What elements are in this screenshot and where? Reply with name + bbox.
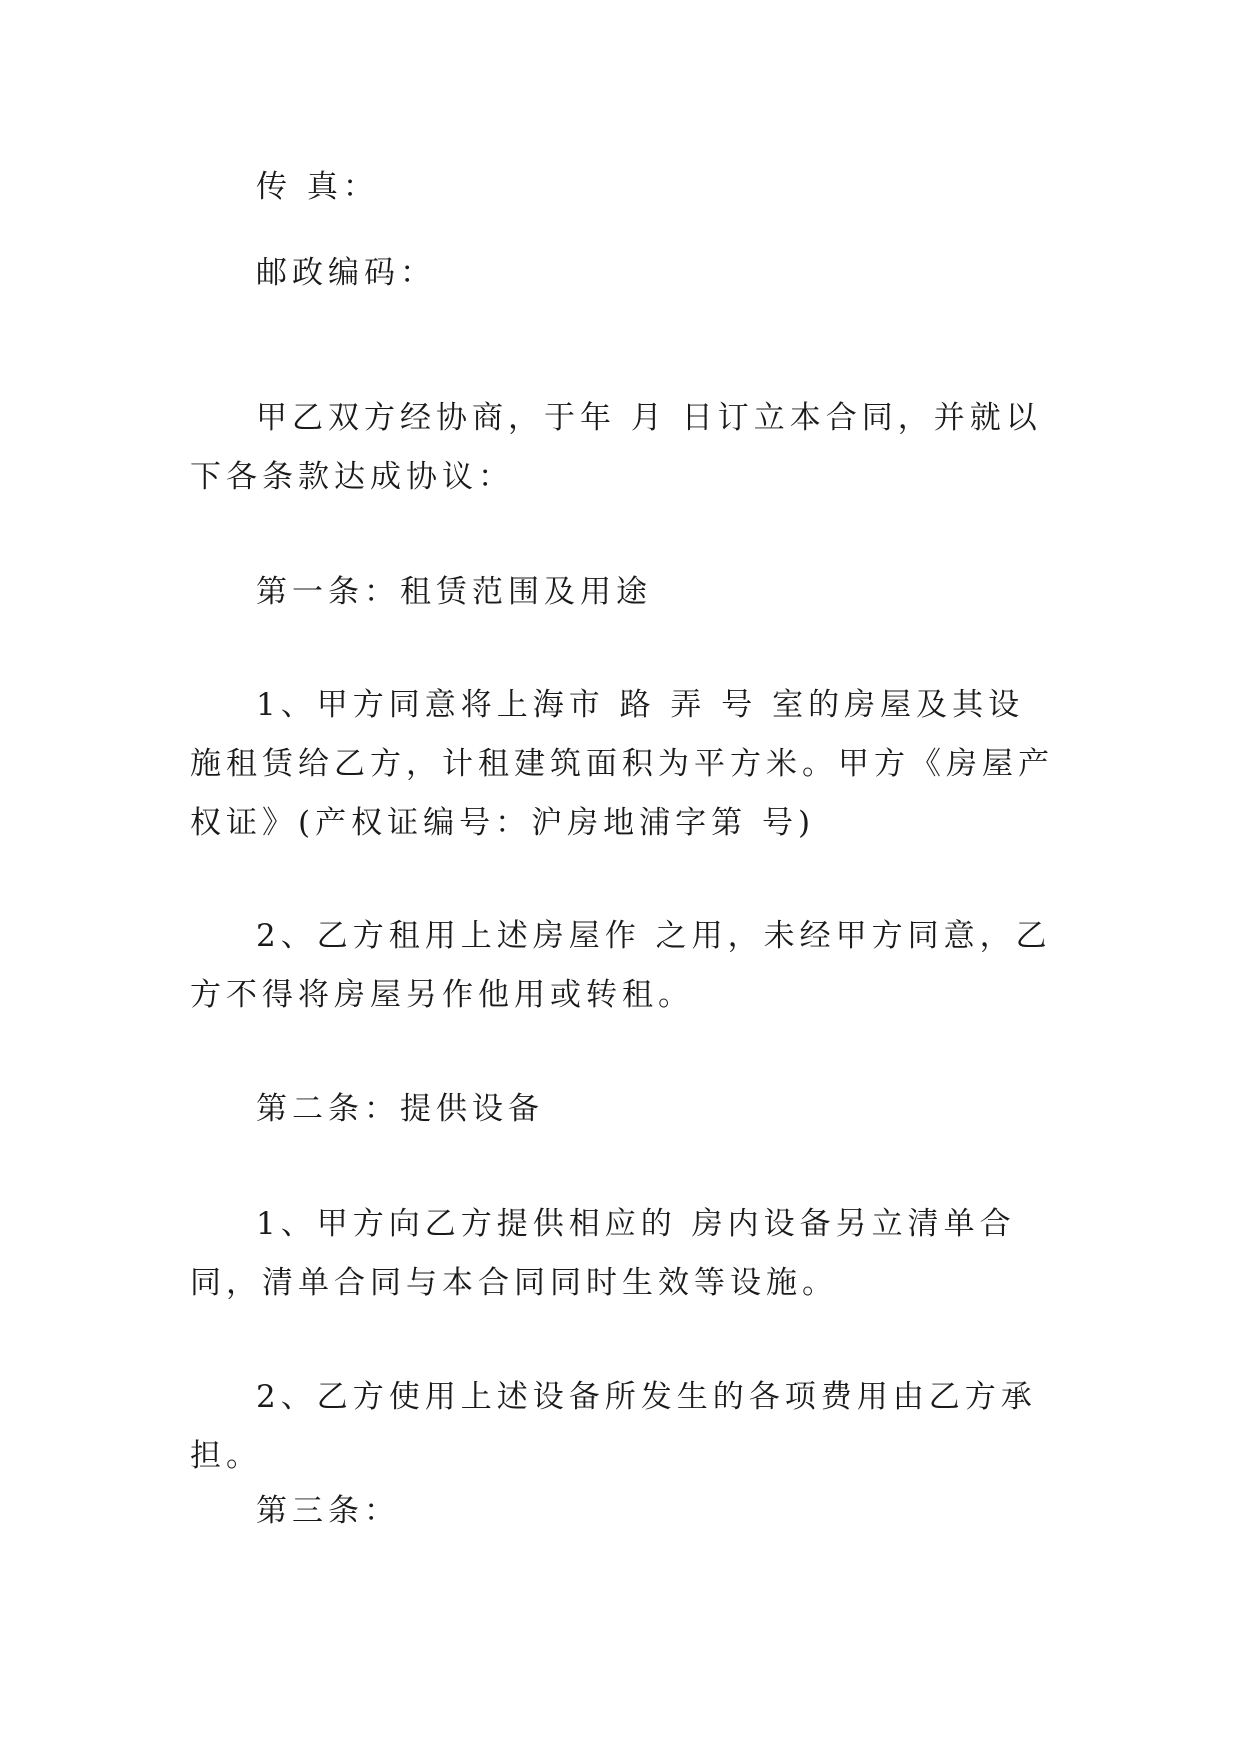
article-2-clause-1: 1、甲方向乙方提供相应的 房内设备另立清单合同，清单合同与本合同同时生效等设施。 <box>190 1206 1016 1301</box>
article-1-clause-2: 2、乙方租用上述房屋作 之用，未经甲方同意，乙方不得将房屋另作他用或转租。 <box>190 918 1052 1013</box>
article-3-heading: 第三条： <box>256 1493 400 1529</box>
article-1-clause-1: 1、甲方同意将上海市 路 弄 号 室的房屋及其设施租赁给乙方，计租建筑面积为平方米。甲方《房屋产权证》(产权证编号：沪房地浦字第 号) <box>190 687 1054 841</box>
article-1-heading: 第一条：租赁范围及用途 <box>256 574 652 610</box>
agreement-intro-paragraph: 甲乙双方经协商，于年 月 日订立本合同，并就以下各条款达成协议： <box>190 400 1042 495</box>
fax-line: 传 真： <box>256 169 379 205</box>
article-2-heading: 第二条：提供设备 <box>256 1091 544 1127</box>
postal-code-line: 邮政编码： <box>256 255 436 291</box>
article-2-clause-2: 2、乙方使用上述设备所发生的各项费用由乙方承担。 <box>190 1379 1037 1474</box>
